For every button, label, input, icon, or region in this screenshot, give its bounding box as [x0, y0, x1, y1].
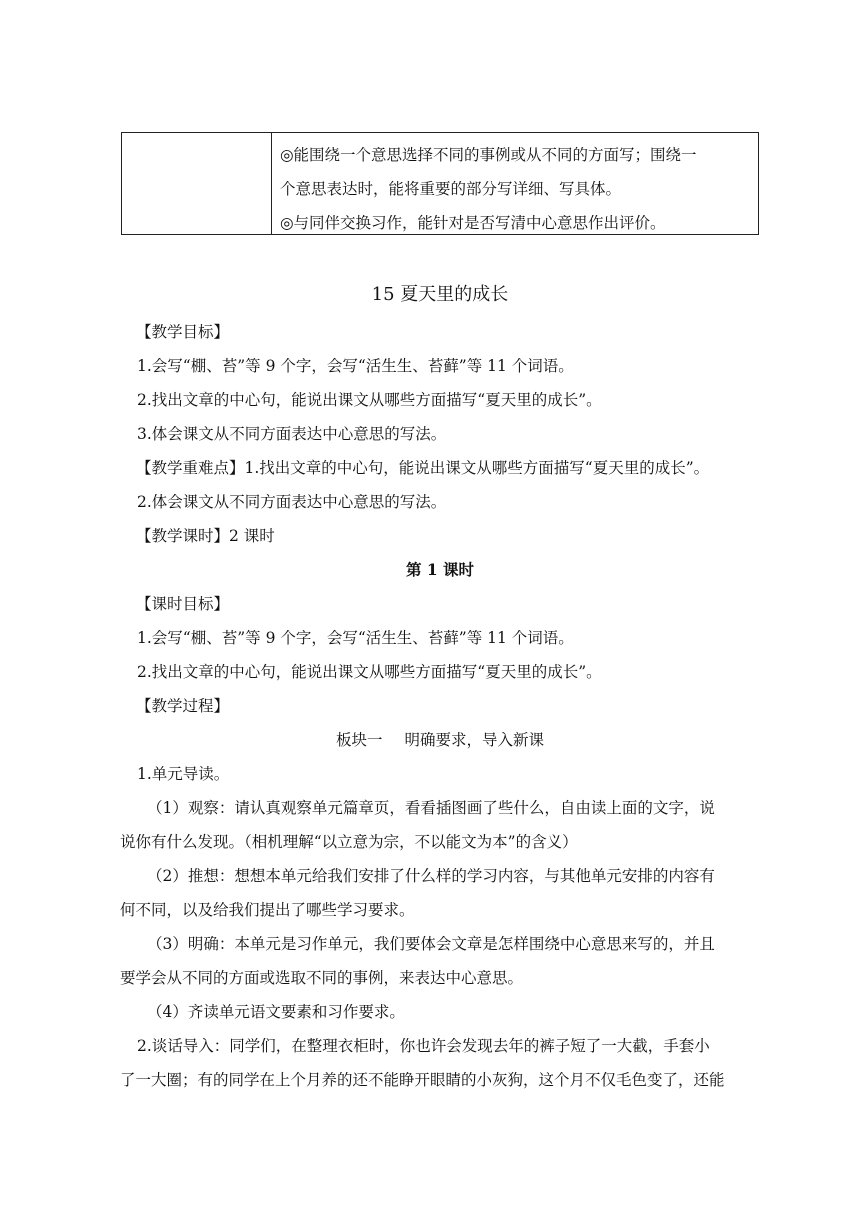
table-line: ◎能围绕一个意思选择不同的事例或从不同的方面写；围绕一 [280, 146, 697, 164]
period-goal-item: 2.找出文章的中心句，能说出课文从哪些方面描写“夏天里的成长”。 [137, 663, 602, 681]
period-goal-item: 1.会写“棚、苔”等 9 个字，会写“活生生、苔藓”等 11 个词语。 [137, 629, 574, 647]
table-line: 个意思表达时，能将重要的部分写详细、写具体。 [280, 180, 622, 198]
key-points-line: 【教学重难点】1.找出文章的中心句，能说出课文从哪些方面描写“夏天里的成长”。 [136, 459, 710, 477]
section-name: 板块一 [335, 731, 383, 749]
read-line: （4）齐读单元语文要素和习作要求。 [147, 1003, 405, 1021]
clarify-line: （3）明确：本单元是习作单元，我们要体会文章是怎样围绕中心意思来写的，并且 [147, 935, 715, 953]
think-line: 何不同，以及给我们提出了哪些学习要求。 [120, 901, 415, 919]
table-left-cell [122, 133, 272, 234]
talk-intro-line: 了一大圈；有的同学在上个月养的还不能睁开眼睛的小灰狗，这个月不仅毛色变了，还能 [120, 1071, 725, 1089]
period-goals-heading: 【课时目标】 [136, 595, 230, 613]
teaching-goal-item: 1.会写“棚、苔”等 9 个字，会写“活生生、苔藓”等 11 个词语。 [137, 357, 574, 375]
period-title: 第 1 课时 [405, 560, 475, 579]
table-line: ◎与同伴交换习作，能针对是否写清中心意思作出评价。 [280, 214, 666, 232]
key-points-line: 2.体会课文从不同方面表达中心意思的写法。 [137, 493, 447, 511]
talk-intro-line: 2.谈话导入：同学们，在整理衣柜时，你也许会发现去年的裤子短了一大截，手套小 [137, 1037, 710, 1055]
table-right-cell [272, 133, 758, 234]
section-heading [120, 723, 760, 757]
observe-line: （1）观察：请认真观察单元篇章页，看看插图画了些什么，自由读上面的文字，说 [147, 799, 715, 817]
class-hours: 【教学课时】2 课时 [136, 527, 275, 545]
teaching-goal-item: 2.找出文章的中心句，能说出课文从哪些方面描写“夏天里的成长”。 [137, 391, 602, 409]
teaching-goals-heading: 【教学目标】 [136, 323, 230, 341]
lesson-title: 15 夏天里的成长 [371, 284, 509, 305]
process-heading: 【教学过程】 [136, 697, 230, 715]
clarify-line: 要学会从不同的方面或选取不同的事例，来表达中心意思。 [120, 969, 524, 987]
observe-line: 说你有什么发现。（相机理解“以立意为宗，不以能文为本”的含义） [120, 833, 578, 851]
think-line: （2）推想：想想本单元给我们安排了什么样的学习内容，与其他单元安排的内容有 [147, 867, 715, 885]
goals-table [121, 132, 759, 235]
document-body [120, 278, 760, 1097]
unit-intro-heading: 1.单元导读。 [137, 765, 230, 783]
teaching-goal-item: 3.体会课文从不同方面表达中心意思的写法。 [137, 425, 447, 443]
section-title: 明确要求，导入新课 [404, 731, 545, 749]
